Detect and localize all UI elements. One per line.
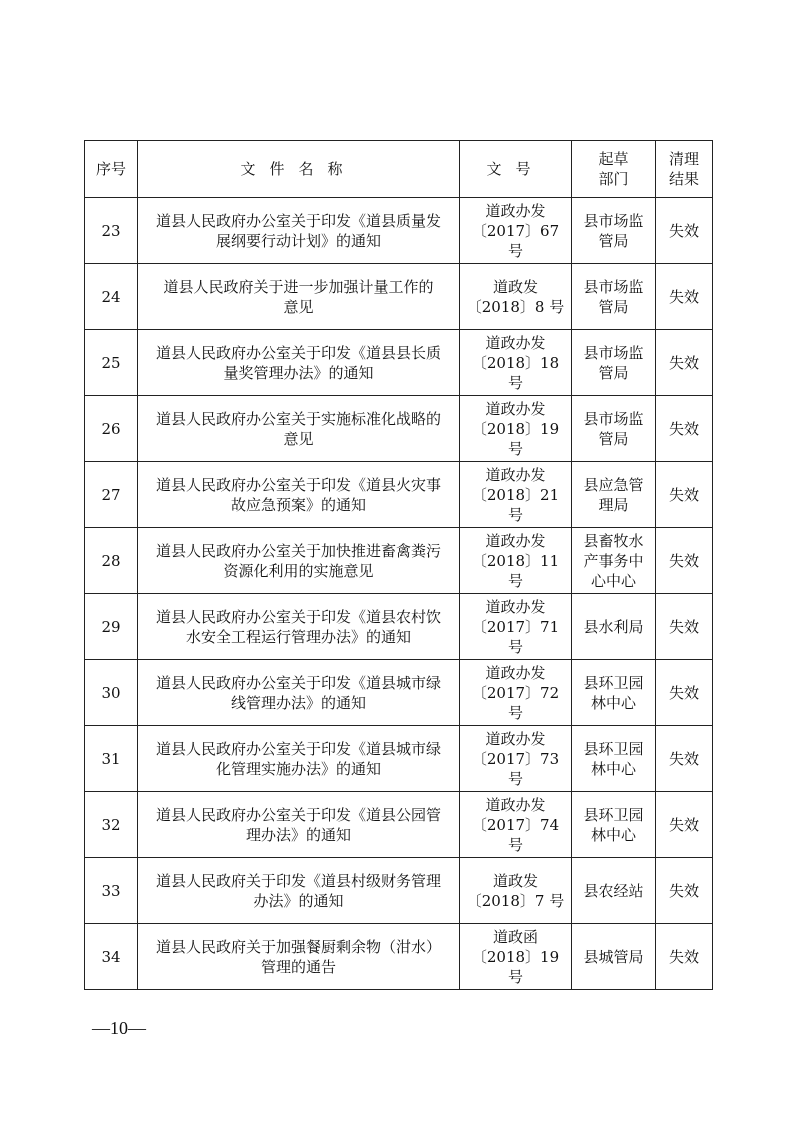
row-title-line2: 意见 xyxy=(283,429,314,448)
row-index: 25 xyxy=(85,330,138,396)
row-index: 33 xyxy=(85,858,138,924)
row-title-line2: 资源化利用的实施意见 xyxy=(223,561,374,580)
document-table xyxy=(84,140,713,990)
row-doc-number-line1: 道政办发 xyxy=(485,465,546,484)
row-doc-number-line2: 〔2018〕19 号 xyxy=(471,947,560,986)
row-dept-line1: 县农经站 xyxy=(583,881,644,900)
row-dept xyxy=(572,462,656,528)
row-index: 32 xyxy=(85,792,138,858)
row-index: 28 xyxy=(85,528,138,594)
table-row xyxy=(85,330,713,396)
row-title xyxy=(138,198,460,264)
row-dept xyxy=(572,924,656,990)
row-index: 27 xyxy=(85,462,138,528)
row-index: 26 xyxy=(85,396,138,462)
row-title-line1: 道县人民政府办公室关于印发《道县县长质 xyxy=(155,343,441,362)
row-dept xyxy=(572,198,656,264)
row-doc-number xyxy=(460,858,572,924)
row-title xyxy=(138,858,460,924)
row-doc-number-line1: 道政办发 xyxy=(485,729,546,748)
row-doc-number xyxy=(460,198,572,264)
row-title-line1: 道县人民政府关于进一步加强计量工作的 xyxy=(163,277,434,296)
row-doc-number xyxy=(460,660,572,726)
table-row xyxy=(85,198,713,264)
row-doc-number-line2: 〔2017〕71 号 xyxy=(471,617,560,656)
row-index: 34 xyxy=(85,924,138,990)
row-result: 失效 xyxy=(656,198,713,264)
row-index: 30 xyxy=(85,660,138,726)
row-dept-line1: 县应急管 xyxy=(583,475,644,494)
row-doc-number-line2: 〔2018〕7 号 xyxy=(466,891,565,910)
row-dept xyxy=(572,528,656,594)
row-dept-line1: 县环卫园 xyxy=(583,673,644,692)
row-doc-number xyxy=(460,264,572,330)
table-row xyxy=(85,396,713,462)
row-title-line1: 道县人民政府办公室关于实施标准化战略的 xyxy=(155,409,441,428)
row-doc-number-line1: 道政办发 xyxy=(485,597,546,616)
row-result: 失效 xyxy=(656,396,713,462)
table-row xyxy=(85,660,713,726)
row-index: 23 xyxy=(85,198,138,264)
row-doc-number xyxy=(460,330,572,396)
header-index: 序号 xyxy=(85,141,138,198)
row-doc-number-line1: 道政发 xyxy=(492,277,538,296)
row-title-line2: 量奖管理办法》的通知 xyxy=(223,363,374,382)
row-doc-number-line2: 〔2018〕11 号 xyxy=(471,551,560,590)
row-dept xyxy=(572,792,656,858)
row-doc-number-line1: 道政办发 xyxy=(485,795,546,814)
row-dept-line2: 管局 xyxy=(598,297,629,316)
row-dept xyxy=(572,396,656,462)
row-title-line1: 道县人民政府关于印发《道县村级财务管理 xyxy=(155,871,441,890)
row-index: 24 xyxy=(85,264,138,330)
row-title xyxy=(138,396,460,462)
row-title-line1: 道县人民政府办公室关于印发《道县城市绿 xyxy=(155,673,441,692)
row-dept-line1: 县畜牧水 xyxy=(583,531,644,550)
row-result: 失效 xyxy=(656,858,713,924)
row-dept xyxy=(572,660,656,726)
row-dept xyxy=(572,858,656,924)
row-dept xyxy=(572,594,656,660)
row-doc-number-line1: 道政办发 xyxy=(485,531,546,550)
row-doc-number-line1: 道政办发 xyxy=(485,663,546,682)
header-name: 文件名称 xyxy=(138,141,460,198)
row-title-line1: 道县人民政府办公室关于印发《道县城市绿 xyxy=(155,739,441,758)
table-body xyxy=(85,198,713,990)
row-doc-number xyxy=(460,462,572,528)
row-title-line1: 道县人民政府办公室关于印发《道县质量发 xyxy=(155,211,441,230)
row-dept-line2: 林中心 xyxy=(590,759,636,778)
table-row xyxy=(85,264,713,330)
table-row xyxy=(85,726,713,792)
row-dept xyxy=(572,726,656,792)
row-title xyxy=(138,726,460,792)
row-doc-number xyxy=(460,528,572,594)
row-dept-line2: 管局 xyxy=(598,429,629,448)
row-index: 31 xyxy=(85,726,138,792)
row-title-line2: 理办法》的通知 xyxy=(245,825,351,844)
row-doc-number-line2: 〔2018〕21 号 xyxy=(471,485,560,524)
header-dept-line2: 部门 xyxy=(598,170,629,188)
row-title-line1: 道县人民政府关于加强餐厨剩余物（泔水） xyxy=(155,937,441,956)
header-number: 文号 xyxy=(460,141,572,198)
row-dept-line2: 管局 xyxy=(598,363,629,382)
row-result: 失效 xyxy=(656,660,713,726)
row-result: 失效 xyxy=(656,792,713,858)
row-doc-number-line2: 〔2017〕74 号 xyxy=(471,815,560,854)
row-dept xyxy=(572,330,656,396)
row-doc-number-line1: 道政办发 xyxy=(485,399,546,418)
row-dept-line1: 县水利局 xyxy=(583,617,644,636)
row-result: 失效 xyxy=(656,594,713,660)
table-row xyxy=(85,924,713,990)
row-result: 失效 xyxy=(656,924,713,990)
row-dept-line2: 林中心 xyxy=(590,693,636,712)
table-row xyxy=(85,462,713,528)
row-dept xyxy=(572,264,656,330)
row-title-line2: 故应急预案》的通知 xyxy=(230,495,366,514)
row-dept-line1: 县市场监 xyxy=(583,409,644,428)
row-result: 失效 xyxy=(656,528,713,594)
row-title xyxy=(138,528,460,594)
row-dept-line2: 产事务中 xyxy=(583,551,644,570)
row-result: 失效 xyxy=(656,330,713,396)
row-title-line1: 道县人民政府办公室关于加快推进畜禽粪污 xyxy=(155,541,441,560)
row-title xyxy=(138,462,460,528)
row-doc-number-line2: 〔2018〕8 号 xyxy=(466,297,565,316)
table-row xyxy=(85,858,713,924)
table-row xyxy=(85,594,713,660)
row-doc-number-line1: 道政办发 xyxy=(485,201,546,220)
row-result: 失效 xyxy=(656,462,713,528)
row-dept-line1: 县市场监 xyxy=(583,277,644,296)
row-doc-number-line2: 〔2018〕18 号 xyxy=(471,353,560,392)
header-result-line2: 结果 xyxy=(668,170,699,188)
row-result: 失效 xyxy=(656,726,713,792)
row-dept-line1: 县环卫园 xyxy=(583,739,644,758)
row-doc-number xyxy=(460,594,572,660)
row-dept-line2: 管局 xyxy=(598,231,629,250)
row-dept-line1: 县市场监 xyxy=(583,343,644,362)
row-title-line2: 管理的通告 xyxy=(260,957,336,976)
row-index: 29 xyxy=(85,594,138,660)
row-title xyxy=(138,594,460,660)
header-dept-line1: 起草 xyxy=(598,150,629,168)
header-result xyxy=(656,141,713,198)
row-doc-number-line1: 道政发 xyxy=(492,871,538,890)
row-doc-number-line2: 〔2017〕72 号 xyxy=(471,683,560,722)
row-title-line1: 道县人民政府办公室关于印发《道县公园管 xyxy=(155,805,441,824)
row-title-line2: 办法》的通知 xyxy=(253,891,344,910)
row-title xyxy=(138,924,460,990)
row-title-line1: 道县人民政府办公室关于印发《道县农村饮 xyxy=(155,607,441,626)
row-title-line2: 展纲要行动计划》的通知 xyxy=(215,231,381,250)
header-dept xyxy=(572,141,656,198)
row-doc-number-line2: 〔2018〕19 号 xyxy=(471,419,560,458)
page-number: —10— xyxy=(92,1018,146,1038)
row-title xyxy=(138,264,460,330)
row-doc-number xyxy=(460,396,572,462)
row-title xyxy=(138,792,460,858)
table-header-row xyxy=(85,141,713,198)
row-doc-number-line1: 道政函 xyxy=(492,927,538,946)
row-title-line2: 水安全工程运行管理办法》的通知 xyxy=(185,627,411,646)
row-title xyxy=(138,660,460,726)
row-title-line2: 化管理实施办法》的通知 xyxy=(215,759,381,778)
row-dept-line3: 心中心 xyxy=(590,571,636,590)
table-row xyxy=(85,528,713,594)
row-title-line2: 意见 xyxy=(283,297,314,316)
row-result: 失效 xyxy=(656,264,713,330)
row-title-line2: 线管理办法》的通知 xyxy=(230,693,366,712)
row-doc-number xyxy=(460,792,572,858)
row-doc-number-line2: 〔2017〕67 号 xyxy=(471,221,560,260)
table-row xyxy=(85,792,713,858)
row-dept-line1: 县市场监 xyxy=(583,211,644,230)
row-title-line1: 道县人民政府办公室关于印发《道县火灾事 xyxy=(155,475,441,494)
header-result-line1: 清理 xyxy=(668,150,699,168)
row-doc-number-line1: 道政办发 xyxy=(485,333,546,352)
row-dept-line1: 县环卫园 xyxy=(583,805,644,824)
row-doc-number xyxy=(460,726,572,792)
row-doc-number-line2: 〔2017〕73 号 xyxy=(471,749,560,788)
row-dept-line2: 林中心 xyxy=(590,825,636,844)
row-dept-line1: 县城管局 xyxy=(583,947,644,966)
row-doc-number xyxy=(460,924,572,990)
row-dept-line2: 理局 xyxy=(598,495,629,514)
row-title xyxy=(138,330,460,396)
